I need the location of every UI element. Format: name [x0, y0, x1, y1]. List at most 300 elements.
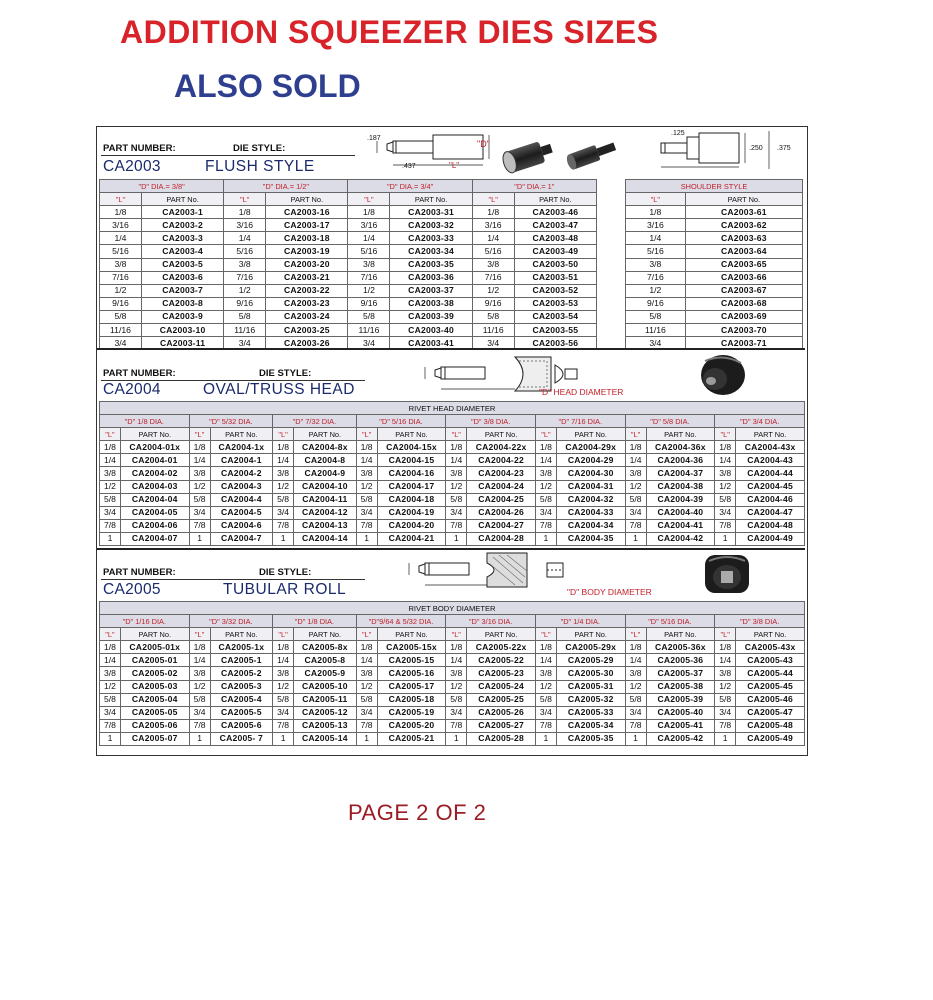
length-cell: 3/4	[356, 706, 377, 719]
length-cell: 1/4	[535, 454, 556, 467]
part-number-cell: CA2003-62	[685, 219, 802, 232]
part-number-cell: CA2005-21	[377, 732, 446, 745]
part-number-cell: CA2005-05	[120, 706, 189, 719]
table-row	[100, 245, 597, 258]
part-number-cell: CA2004-05	[120, 506, 189, 519]
part-number-cell: CA2005-28	[467, 732, 536, 745]
length-cell: 7/8	[356, 719, 377, 732]
part-number-cell: CA2004-43x	[736, 441, 805, 454]
length-cell: 7/8	[356, 519, 377, 532]
length-column-header: "L"	[715, 428, 736, 441]
part-number-cell: CA2003-55	[514, 324, 596, 337]
part-number-cell: CA2003-71	[685, 337, 802, 350]
part-number-cell: CA2004-6	[210, 519, 273, 532]
length-cell: 9/16	[472, 297, 514, 310]
part-number-cell: CA2003-4	[141, 245, 223, 258]
length-cell: 1	[625, 532, 646, 545]
part-number-cell: CA2004-15	[377, 454, 446, 467]
length-cell: 1	[273, 532, 294, 545]
part-number-cell: CA2004-34	[556, 519, 625, 532]
length-cell: 7/16	[224, 271, 266, 284]
length-cell: 3/4	[535, 506, 556, 519]
diameter-group-header: "D" 5/8 DIA.	[625, 415, 715, 428]
part-number-cell: CA2004-45	[736, 480, 805, 493]
part-number-cell: CA2003-8	[141, 297, 223, 310]
part-number-cell: CA2004-4	[210, 493, 273, 506]
dim-187-label: .187	[367, 135, 381, 142]
part-number-cell: CA2003-70	[685, 324, 802, 337]
length-cell: 3/8	[625, 667, 646, 680]
head-diameter-caption: "D" HEAD DIAMETER	[539, 387, 624, 397]
part-number-cell: CA2004-03	[120, 480, 189, 493]
column-header-row	[100, 193, 597, 206]
length-cell: 1/8	[626, 206, 686, 219]
length-cell: 1/8	[472, 206, 514, 219]
length-cell: 1/8	[535, 441, 556, 454]
length-cell: 3/8	[472, 258, 514, 271]
part-number-cell: CA2003-24	[266, 310, 348, 323]
length-column-header: "L"	[224, 193, 266, 206]
length-cell: 7/16	[472, 271, 514, 284]
part-number-cell: CA2004-33	[556, 506, 625, 519]
length-cell: 1/2	[625, 480, 646, 493]
flush-die-drawing	[363, 129, 509, 177]
length-column-header: "L"	[273, 428, 294, 441]
length-cell: 1/2	[100, 284, 142, 297]
length-cell: 1	[535, 532, 556, 545]
part-number-cell: CA2004-04	[120, 493, 189, 506]
table-row	[100, 310, 597, 323]
part-number-cell: CA2003-23	[266, 297, 348, 310]
length-cell: 1/8	[356, 641, 377, 654]
tubular-die-photo	[697, 547, 757, 599]
part-no-column-header: PART No.	[646, 428, 715, 441]
ca2003-style-name: FLUSH STYLE	[205, 158, 315, 175]
part-no-column-header: PART No.	[467, 428, 536, 441]
column-header-row	[626, 193, 803, 206]
part-number-cell: CA2003-21	[266, 271, 348, 284]
ca2003-header	[97, 127, 805, 181]
part-number-cell: CA2004-27	[467, 519, 536, 532]
length-cell: 11/16	[348, 324, 390, 337]
ca2005-part-code: CA2005	[103, 581, 161, 598]
part-number-cell: CA2003-19	[266, 245, 348, 258]
length-cell: 9/16	[626, 297, 686, 310]
part-number-cell: CA2005-45	[736, 680, 805, 693]
part-number-cell: CA2005-10	[294, 680, 357, 693]
length-cell: 3/8	[446, 667, 467, 680]
part-number-cell: CA2004-31	[556, 480, 625, 493]
ca2004-style-name: OVAL/TRUSS HEAD	[203, 381, 355, 398]
length-cell: 3/8	[715, 467, 736, 480]
table-row	[626, 219, 803, 232]
part-number-cell: CA2004-8x	[294, 441, 357, 454]
length-cell: 1/4	[446, 454, 467, 467]
part-number-cell: CA2004-22x	[467, 441, 536, 454]
d-dim-label: "D"	[477, 139, 490, 149]
length-cell: 1/8	[715, 441, 736, 454]
length-cell: 5/8	[356, 693, 377, 706]
part-number-cell: CA2005-24	[467, 680, 536, 693]
part-number-cell: CA2003-37	[390, 284, 472, 297]
part-number-cell: CA2005-49	[736, 732, 805, 745]
table-row	[100, 732, 805, 745]
part-number-cell: CA2005-43x	[736, 641, 805, 654]
length-cell: 1/8	[446, 641, 467, 654]
length-cell: 3/4	[273, 706, 294, 719]
length-cell: 3/8	[100, 258, 142, 271]
part-number-cell: CA2004-11	[294, 493, 357, 506]
part-number-cell: CA2005-29x	[556, 641, 625, 654]
part-number-cell: CA2005-41	[646, 719, 715, 732]
length-cell: 3/8	[348, 258, 390, 271]
diameter-group-header: "D" DIA.= 3/4"	[348, 180, 472, 193]
part-number-cell: CA2005-11	[294, 693, 357, 706]
length-cell: 1	[273, 732, 294, 745]
part-number-label: PART NUMBER:	[103, 567, 176, 578]
part-number-cell: CA2004-7	[210, 532, 273, 545]
diameter-group-header: "D" 3/4 DIA.	[715, 415, 805, 428]
length-cell: 3/4	[626, 337, 686, 350]
length-cell: 3/4	[356, 506, 377, 519]
length-column-header: "L"	[100, 628, 121, 641]
table-row	[100, 641, 805, 654]
part-number-cell: CA2003-48	[514, 232, 596, 245]
ca2003-shoulder-table	[625, 179, 803, 350]
length-cell: 3/8	[273, 467, 294, 480]
table-row	[100, 480, 805, 493]
length-cell: 5/8	[626, 310, 686, 323]
span-title: RIVET HEAD DIAMETER	[100, 402, 805, 415]
table-row	[100, 693, 805, 706]
length-cell: 1/4	[356, 454, 377, 467]
length-cell: 1/8	[625, 641, 646, 654]
length-cell: 5/8	[273, 493, 294, 506]
diameter-group-header: "D" 5/32 DIA.	[189, 415, 273, 428]
diameter-group-header: "D" 7/16 DIA.	[535, 415, 625, 428]
part-number-cell: CA2003-39	[390, 310, 472, 323]
part-number-cell: CA2004-39	[646, 493, 715, 506]
part-number-cell: CA2003-53	[514, 297, 596, 310]
part-number-cell: CA2003-18	[266, 232, 348, 245]
table-row	[626, 271, 803, 284]
length-cell: 1/4	[224, 232, 266, 245]
part-number-cell: CA2003-34	[390, 245, 472, 258]
part-number-cell: CA2003-38	[390, 297, 472, 310]
part-number-cell: CA2004-29	[556, 454, 625, 467]
diameter-group-header: "D"9/64 & 5/32 DIA.	[356, 615, 446, 628]
part-no-column-header: PART No.	[646, 628, 715, 641]
part-number-cell: CA2003-65	[685, 258, 802, 271]
length-cell: 1/4	[273, 654, 294, 667]
part-number-cell: CA2005-07	[120, 732, 189, 745]
diameter-header-row	[100, 180, 597, 193]
length-cell: 3/4	[189, 506, 210, 519]
length-cell: 1/8	[535, 641, 556, 654]
length-cell: 7/16	[348, 271, 390, 284]
part-number-cell: CA2003-36	[390, 271, 472, 284]
part-number-cell: CA2003-69	[685, 310, 802, 323]
part-number-cell: CA2003-26	[266, 337, 348, 350]
table-row	[100, 297, 597, 310]
part-number-cell: CA2003-31	[390, 206, 472, 219]
part-no-column-header: PART No.	[266, 193, 348, 206]
length-cell: 1	[715, 532, 736, 545]
part-number-cell: CA2005-35	[556, 732, 625, 745]
diameter-header-row	[626, 180, 803, 193]
length-column-header: "L"	[446, 428, 467, 441]
length-column-header: "L"	[100, 193, 142, 206]
part-number-cell: CA2004-06	[120, 519, 189, 532]
part-number-cell: CA2004-3	[210, 480, 273, 493]
part-no-column-header: PART No.	[556, 428, 625, 441]
length-cell: 3/4	[189, 706, 210, 719]
part-number-cell: CA2004-35	[556, 532, 625, 545]
part-number-cell: CA2005-15x	[377, 641, 446, 654]
part-number-cell: CA2005-03	[120, 680, 189, 693]
table-row	[100, 493, 805, 506]
length-cell: 3/8	[273, 667, 294, 680]
part-number-cell: CA2004-24	[467, 480, 536, 493]
part-no-column-header: PART No.	[120, 628, 189, 641]
part-number-cell: CA2003-6	[141, 271, 223, 284]
length-column-header: "L"	[348, 193, 390, 206]
length-cell: 1/8	[189, 441, 210, 454]
part-number-cell: CA2003-56	[514, 337, 596, 350]
length-cell: 1/4	[189, 654, 210, 667]
part-number-cell: CA2005-42	[646, 732, 715, 745]
dim-125-label: .125	[671, 130, 685, 137]
part-number-cell: CA2005-1x	[210, 641, 273, 654]
length-cell: 1	[189, 532, 210, 545]
length-column-header: "L"	[626, 193, 686, 206]
part-number-cell: CA2004-15x	[377, 441, 446, 454]
length-cell: 11/16	[100, 324, 142, 337]
length-cell: 3/4	[348, 337, 390, 350]
part-number-cell: CA2004-48	[736, 519, 805, 532]
part-number-cell: CA2003-20	[266, 258, 348, 271]
length-cell: 5/8	[625, 493, 646, 506]
part-number-cell: CA2004-5	[210, 506, 273, 519]
part-number-cell: CA2004-9	[294, 467, 357, 480]
length-cell: 1/8	[100, 206, 142, 219]
span-title-row	[100, 402, 805, 415]
part-number-cell: CA2005-37	[646, 667, 715, 680]
part-number-cell: CA2005-8x	[294, 641, 357, 654]
length-column-header: "L"	[625, 628, 646, 641]
part-number-cell: CA2005-5	[210, 706, 273, 719]
part-number-cell: CA2004-22	[467, 454, 536, 467]
length-cell: 1/8	[625, 441, 646, 454]
length-cell: 7/8	[100, 519, 121, 532]
part-no-column-header: PART No.	[685, 193, 802, 206]
table-row	[626, 310, 803, 323]
part-number-cell: CA2004-25	[467, 493, 536, 506]
length-cell: 1/4	[625, 654, 646, 667]
part-number-cell: CA2003-50	[514, 258, 596, 271]
length-cell: 7/16	[100, 271, 142, 284]
part-no-column-header: PART No.	[210, 628, 273, 641]
part-number-cell: CA2005-9	[294, 667, 357, 680]
l-dim-label: "L"	[449, 161, 460, 170]
part-number-cell: CA2005-36x	[646, 641, 715, 654]
part-number-cell: CA2003-5	[141, 258, 223, 271]
ca2003-table	[99, 179, 597, 350]
length-cell: 5/8	[625, 693, 646, 706]
part-no-column-header: PART No.	[390, 193, 472, 206]
length-column-header: "L"	[446, 628, 467, 641]
part-number-cell: CA2004-49	[736, 532, 805, 545]
part-number-cell: CA2005-04	[120, 693, 189, 706]
part-number-cell: CA2005-44	[736, 667, 805, 680]
part-number-cell: CA2003-9	[141, 310, 223, 323]
part-number-cell: CA2003-49	[514, 245, 596, 258]
part-no-column-header: PART No.	[210, 428, 273, 441]
length-cell: 3/8	[356, 467, 377, 480]
length-cell: 3/8	[224, 258, 266, 271]
part-number-cell: CA2004-20	[377, 519, 446, 532]
length-cell: 1/2	[715, 480, 736, 493]
table-row	[100, 467, 805, 480]
diameter-group-header: "D" 1/8 DIA.	[100, 415, 190, 428]
length-cell: 5/8	[535, 493, 556, 506]
length-cell: 7/8	[446, 519, 467, 532]
part-no-column-header: PART No.	[556, 628, 625, 641]
part-number-cell: CA2004-47	[736, 506, 805, 519]
part-number-cell: CA2005-48	[736, 719, 805, 732]
part-number-cell: CA2004-8	[294, 454, 357, 467]
length-column-header: "L"	[715, 628, 736, 641]
length-cell: 5/8	[446, 693, 467, 706]
diameter-group-header: "D" 5/16 DIA.	[625, 615, 715, 628]
length-cell: 1/2	[224, 284, 266, 297]
part-number-cell: CA2004-13	[294, 519, 357, 532]
part-number-cell: CA2005-32	[556, 693, 625, 706]
length-cell: 1	[446, 732, 467, 745]
length-cell: 5/8	[715, 493, 736, 506]
part-number-cell: CA2005-30	[556, 667, 625, 680]
table-row	[100, 206, 597, 219]
table-row	[100, 271, 597, 284]
length-cell: 1/2	[446, 680, 467, 693]
column-header-row	[100, 628, 805, 641]
table-row	[626, 297, 803, 310]
length-cell: 7/8	[273, 719, 294, 732]
length-cell: 11/16	[472, 324, 514, 337]
part-number-cell: CA2005-13	[294, 719, 357, 732]
part-number-cell: CA2003-7	[141, 284, 223, 297]
part-number-cell: CA2004-36	[646, 454, 715, 467]
length-cell: 3/4	[715, 506, 736, 519]
part-number-cell: CA2003-63	[685, 232, 802, 245]
length-column-header: "L"	[356, 428, 377, 441]
length-cell: 3/4	[273, 506, 294, 519]
length-cell: 5/8	[100, 310, 142, 323]
length-cell: 1/4	[625, 454, 646, 467]
length-cell: 3/4	[625, 506, 646, 519]
length-cell: 3/8	[535, 467, 556, 480]
part-number-cell: CA2005-40	[646, 706, 715, 719]
ca2003-part-code: CA2003	[103, 158, 161, 175]
table-row	[626, 284, 803, 297]
span-title-row	[100, 602, 805, 615]
dim-250-label: .250	[749, 145, 763, 152]
part-number-cell: CA2004-12	[294, 506, 357, 519]
length-cell: 1/8	[224, 206, 266, 219]
length-cell: 3/4	[100, 506, 121, 519]
length-cell: 3/8	[446, 467, 467, 480]
part-number-cell: CA2005-25	[467, 693, 536, 706]
part-number-cell: CA2004-14	[294, 532, 357, 545]
length-column-header: "L"	[189, 428, 210, 441]
length-cell: 1/4	[100, 454, 121, 467]
length-cell: 1/8	[100, 641, 121, 654]
length-cell: 7/8	[273, 519, 294, 532]
part-number-cell: CA2003-11	[141, 337, 223, 350]
ca2004-part-code: CA2004	[103, 381, 161, 398]
length-cell: 1/8	[446, 441, 467, 454]
length-cell: 5/16	[472, 245, 514, 258]
length-cell: 7/8	[100, 719, 121, 732]
length-cell: 3/4	[224, 337, 266, 350]
length-cell: 3/8	[189, 467, 210, 480]
part-number-cell: CA2003-3	[141, 232, 223, 245]
length-cell: 7/8	[535, 519, 556, 532]
length-column-header: "L"	[625, 428, 646, 441]
length-cell: 1	[356, 532, 377, 545]
length-cell: 7/8	[535, 719, 556, 732]
diameter-group-header: "D" 1/16 DIA.	[100, 615, 190, 628]
length-cell: 11/16	[224, 324, 266, 337]
part-number-cell: CA2003-25	[266, 324, 348, 337]
table-row	[100, 532, 805, 545]
shoulder-die-drawing	[645, 129, 795, 177]
length-cell: 1/2	[189, 680, 210, 693]
part-number-cell: CA2004-37	[646, 467, 715, 480]
length-cell: 7/8	[625, 519, 646, 532]
length-cell: 3/16	[348, 219, 390, 232]
part-number-cell: CA2005-38	[646, 680, 715, 693]
length-cell: 11/16	[626, 324, 686, 337]
length-cell: 3/4	[446, 706, 467, 719]
part-number-cell: CA2005-1	[210, 654, 273, 667]
part-no-column-header: PART No.	[736, 628, 805, 641]
part-number-label: PART NUMBER:	[103, 143, 176, 154]
part-number-cell: CA2003-46	[514, 206, 596, 219]
length-cell: 1/4	[189, 454, 210, 467]
length-column-header: "L"	[472, 193, 514, 206]
part-number-cell: CA2005-23	[467, 667, 536, 680]
part-number-cell: CA2005- 7	[210, 732, 273, 745]
part-number-cell: CA2004-36x	[646, 441, 715, 454]
length-cell: 5/16	[224, 245, 266, 258]
part-number-cell: CA2005-46	[736, 693, 805, 706]
part-number-cell: CA2005-22	[467, 654, 536, 667]
diameter-group-header: "D" 3/16 DIA.	[446, 615, 536, 628]
length-cell: 1/2	[446, 480, 467, 493]
header-underline	[101, 155, 355, 156]
part-number-cell: CA2004-02	[120, 467, 189, 480]
length-cell: 3/4	[472, 337, 514, 350]
part-number-cell: CA2004-01	[120, 454, 189, 467]
die-style-label: DIE STYLE:	[233, 143, 286, 154]
part-number-cell: CA2004-23	[467, 467, 536, 480]
part-number-cell: CA2004-18	[377, 493, 446, 506]
die-style-label: DIE STYLE:	[259, 567, 312, 578]
part-number-cell: CA2003-66	[685, 271, 802, 284]
diameter-header-row	[100, 615, 805, 628]
length-cell: 3/8	[100, 667, 121, 680]
